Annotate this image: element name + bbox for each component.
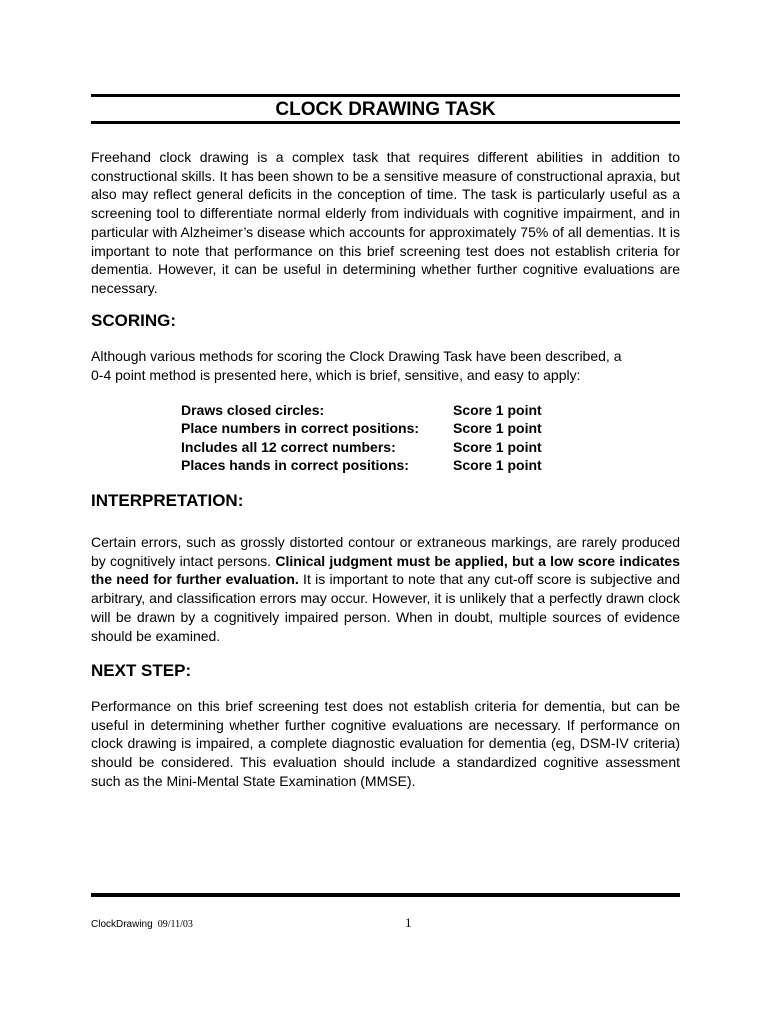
scoring-heading: SCORING: [91,311,176,330]
scoring-table [181,401,542,474]
interpretation-text-end: It is important to note that any cut-off score is subjective and arbitrary, and classification errors may occur. However, it is unlikely that a perfectly drawn clock will be drawn by a cognitively impaired person. When in doubt, multiple sources of evidence should be examined. [91,571,680,644]
scoring-row [181,438,542,456]
scoring-criterion: Places hands in correct positions: [181,456,409,473]
interpretation-heading: INTERPRETATION: [91,491,244,510]
intro-paragraph: Freehand clock drawing is a complex task that requires different abilities in addition to constructional skills. It has been shown to be a sensitive measure of constructional apraxia, but also may reflect general deficits in the conception of time. The task is particularly useful as a screening tool to differentiate normal elderly from individuals with cognitive impairment, and in particular with Alzheimer’s disease which accounts for approximately 75% of all dementias. It is important to note that performance on this brief screening test does not establish criteria for dementia. However, it can be useful in determining whether further cognitive evaluations are necessary. [91,149,680,296]
title-bottom-rule [91,121,680,124]
page-title: CLOCK DRAWING TASK [275,99,496,120]
scoring-criterion: Place numbers in correct positions: [181,420,420,437]
scoring-criterion: Includes all 12 correct numbers: [181,438,396,455]
scoring-row [181,456,542,474]
title-top-rule [91,94,680,97]
next-step-paragraph: Performance on this brief screening test does not establish criteria for dementia, but can be useful in determining whether further cognitive evaluations are necessary. If performance on clock drawing is impaired, a complete diagnostic evaluation for dementia (eg, DSM-IV criteria) should be considered. This evaluation should include a standardized cognitive assessment such as the Mini-Mental State Examination (MMSE). [91,698,680,789]
scoring-row [181,401,542,419]
scoring-intro-line-2: 0-4 point method is presented here, which is brief, sensitive, and easy to apply: [91,366,581,383]
scoring-points: Score 1 point [453,402,542,418]
scoring-points: Score 1 point [453,438,542,455]
footer-document-id [91,919,193,930]
footer-rule [91,893,680,897]
next-step-heading: NEXT STEP: [91,661,192,680]
interpretation-text-start: Certain errors, such as grossly distorted contour or extraneous markings, are rarely produced by cognitively intact persons. [91,534,680,569]
footer-filename: ClockDrawing [91,919,153,930]
interpretation-paragraph [91,533,680,645]
scoring-intro-line-1: Although various methods for scoring the Clock Drawing Task have been described, a [91,348,622,364]
interpretation-bold-text: Clinical judgment must be applied, but a low score indicates the need for further evaluation. [91,552,681,588]
footer-date: 09/11/03 [157,919,193,930]
scoring-criterion: Draws closed circles: [181,402,325,418]
scoring-intro-paragraph [91,347,680,384]
scoring-points: Score 1 point [453,420,542,437]
scoring-row [181,419,542,437]
scoring-points: Score 1 point [453,456,542,473]
page-number: 1 [405,915,412,930]
